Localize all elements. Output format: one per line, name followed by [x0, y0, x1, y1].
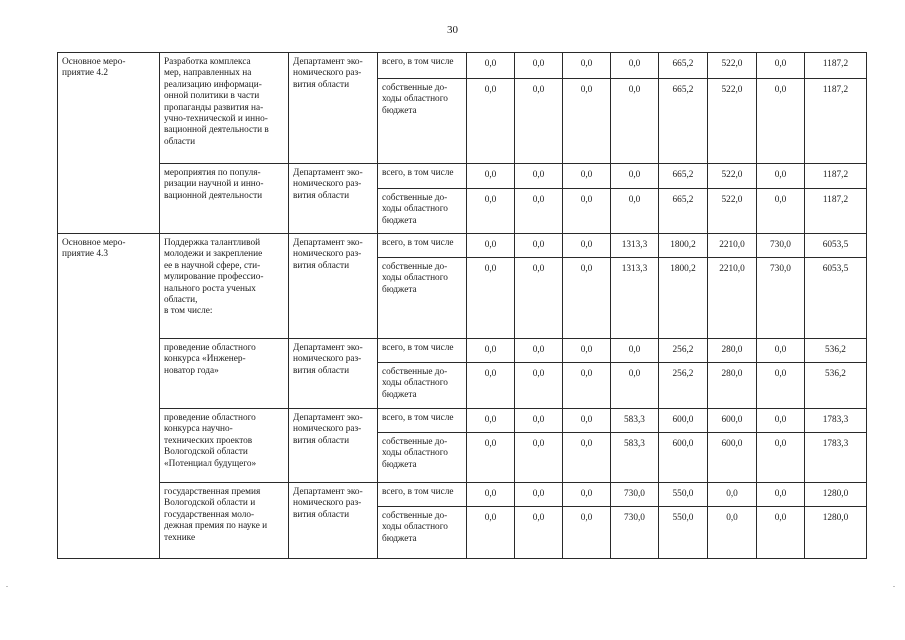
year-value-cell: 730,0	[611, 507, 659, 559]
year-value-cell: 600,0	[659, 433, 708, 483]
activity-name-cell: государственная премия Вологодской области и государственная моло- дежная премия по науке и технике	[160, 483, 289, 559]
funding-source-cell: собственные до- ходы областного бюджета	[378, 79, 467, 164]
year-value-cell: 0,0	[515, 234, 563, 258]
funding-source-cell: собственные до- ходы областного бюджета	[378, 258, 467, 339]
year-value-cell: 0,0	[757, 79, 805, 164]
total-value-cell: 1187,2	[805, 79, 867, 164]
year-value-cell: 583,3	[611, 433, 659, 483]
year-value-cell: 280,0	[708, 339, 757, 363]
year-value-cell: 583,3	[611, 409, 659, 433]
activity-name-cell: проведение областного конкурса «Инженер- новатор года»	[160, 339, 289, 409]
year-value-cell: 0,0	[757, 339, 805, 363]
year-value-cell: 522,0	[708, 79, 757, 164]
executor-cell: Департамент эко- номического раз- вития области	[289, 483, 378, 559]
year-value-cell: 0,0	[757, 363, 805, 409]
funding-source-cell: собственные до- ходы областного бюджета	[378, 189, 467, 234]
year-value-cell: 665,2	[659, 189, 708, 234]
funding-source-cell: собственные до- ходы областного бюджета	[378, 363, 467, 409]
year-value-cell: 0,0	[467, 258, 515, 339]
year-value-cell: 0,0	[563, 483, 611, 507]
total-value-cell: 6053,5	[805, 234, 867, 258]
total-value-cell: 1280,0	[805, 483, 867, 507]
year-value-cell: 2210,0	[708, 258, 757, 339]
year-value-cell: 0,0	[757, 409, 805, 433]
year-value-cell: 665,2	[659, 79, 708, 164]
year-value-cell: 0,0	[515, 339, 563, 363]
page-number: 30	[447, 24, 458, 36]
year-value-cell: 0,0	[757, 53, 805, 79]
year-value-cell: 0,0	[515, 409, 563, 433]
year-value-cell: 0,0	[611, 53, 659, 79]
table-row	[58, 483, 867, 507]
year-value-cell: 0,0	[467, 339, 515, 363]
year-value-cell: 0,0	[757, 483, 805, 507]
year-value-cell: 0,0	[467, 433, 515, 483]
year-value-cell: 0,0	[515, 53, 563, 79]
year-value-cell: 0,0	[563, 258, 611, 339]
total-value-cell: 1783,3	[805, 433, 867, 483]
year-value-cell: 0,0	[563, 363, 611, 409]
year-value-cell: 0,0	[467, 409, 515, 433]
funding-source-cell: собственные до- ходы областного бюджета	[378, 507, 467, 559]
year-value-cell: 256,2	[659, 363, 708, 409]
year-value-cell: 665,2	[659, 164, 708, 189]
year-value-cell: 665,2	[659, 53, 708, 79]
executor-cell: Департамент эко- номического раз- вития области	[289, 164, 378, 234]
year-value-cell: 280,0	[708, 363, 757, 409]
margin-mark-left: .	[6, 580, 8, 589]
total-value-cell: 1187,2	[805, 53, 867, 79]
year-value-cell: 730,0	[757, 258, 805, 339]
year-value-cell: 0,0	[611, 164, 659, 189]
year-value-cell: 0,0	[757, 164, 805, 189]
funding-source-cell: собственные до- ходы областного бюджета	[378, 433, 467, 483]
year-value-cell: 730,0	[757, 234, 805, 258]
year-value-cell: 0,0	[563, 164, 611, 189]
year-value-cell: 522,0	[708, 189, 757, 234]
year-value-cell: 0,0	[563, 507, 611, 559]
year-value-cell: 2210,0	[708, 234, 757, 258]
year-value-cell: 0,0	[467, 483, 515, 507]
year-value-cell: 0,0	[467, 79, 515, 164]
year-value-cell: 0,0	[515, 507, 563, 559]
year-value-cell: 600,0	[659, 409, 708, 433]
year-value-cell: 1313,3	[611, 234, 659, 258]
total-value-cell: 1783,3	[805, 409, 867, 433]
year-value-cell: 0,0	[757, 507, 805, 559]
funding-source-cell: всего, в том числе	[378, 339, 467, 363]
year-value-cell: 0,0	[563, 409, 611, 433]
year-value-cell: 0,0	[467, 189, 515, 234]
executor-cell: Департамент эко- номического раз- вития области	[289, 409, 378, 483]
funding-source-cell: всего, в том числе	[378, 483, 467, 507]
year-value-cell: 730,0	[611, 483, 659, 507]
executor-cell: Департамент эко- номического раз- вития области	[289, 53, 378, 164]
total-value-cell: 536,2	[805, 363, 867, 409]
executor-cell: Департамент эко- номического раз- вития области	[289, 339, 378, 409]
activity-name-cell: Разработка комплекса мер, направленных на реализацию информаци- онной политики в части пропаганды развития на- учно-технической и инно- вационной деятельности в области	[160, 53, 289, 164]
total-value-cell: 6053,5	[805, 258, 867, 339]
executor-cell: Департамент эко- номического раз- вития области	[289, 234, 378, 339]
funding-source-cell: всего, в том числе	[378, 409, 467, 433]
year-value-cell: 0,0	[563, 189, 611, 234]
year-value-cell: 0,0	[611, 79, 659, 164]
activity-name-cell: Поддержка талантливой молодежи и закрепление ее в научной сфере, сти- мулирование профессио- нального роста ученых области, в том числе:	[160, 234, 289, 339]
year-value-cell: 0,0	[611, 189, 659, 234]
year-value-cell: 0,0	[563, 433, 611, 483]
year-value-cell: 0,0	[563, 53, 611, 79]
activity-name-cell: мероприятия по популя- ризации научной и инно- вационной деятельности	[160, 164, 289, 234]
year-value-cell: 0,0	[515, 483, 563, 507]
year-value-cell: 0,0	[515, 258, 563, 339]
year-value-cell: 1800,2	[659, 234, 708, 258]
year-value-cell: 1313,3	[611, 258, 659, 339]
total-value-cell: 1187,2	[805, 189, 867, 234]
margin-mark-right: .	[893, 580, 895, 589]
year-value-cell: 0,0	[467, 507, 515, 559]
table-row	[58, 53, 867, 79]
funding-source-cell: всего, в том числе	[378, 234, 467, 258]
year-value-cell: 0,0	[467, 363, 515, 409]
table-row	[58, 164, 867, 189]
year-value-cell: 0,0	[515, 363, 563, 409]
year-value-cell: 0,0	[467, 164, 515, 189]
year-value-cell: 0,0	[563, 234, 611, 258]
year-value-cell: 0,0	[611, 363, 659, 409]
year-value-cell: 0,0	[757, 189, 805, 234]
main-event-cell: Основное меро- приятие 4.3	[58, 234, 160, 559]
year-value-cell: 0,0	[467, 53, 515, 79]
year-value-cell: 0,0	[563, 79, 611, 164]
year-value-cell: 0,0	[708, 483, 757, 507]
year-value-cell: 0,0	[515, 189, 563, 234]
year-value-cell: 0,0	[563, 339, 611, 363]
year-value-cell: 0,0	[708, 507, 757, 559]
year-value-cell: 0,0	[757, 433, 805, 483]
total-value-cell: 536,2	[805, 339, 867, 363]
year-value-cell: 522,0	[708, 53, 757, 79]
funding-source-cell: всего, в том числе	[378, 164, 467, 189]
total-value-cell: 1280,0	[805, 507, 867, 559]
year-value-cell: 0,0	[467, 234, 515, 258]
table-row	[58, 339, 867, 363]
main-event-cell: Основное меро- приятие 4.2	[58, 53, 160, 234]
table-row	[58, 234, 867, 258]
budget-table	[57, 52, 867, 559]
year-value-cell: 0,0	[515, 79, 563, 164]
year-value-cell: 550,0	[659, 507, 708, 559]
table-row	[58, 409, 867, 433]
year-value-cell: 0,0	[611, 339, 659, 363]
year-value-cell: 0,0	[515, 433, 563, 483]
year-value-cell: 0,0	[515, 164, 563, 189]
year-value-cell: 256,2	[659, 339, 708, 363]
year-value-cell: 522,0	[708, 164, 757, 189]
year-value-cell: 1800,2	[659, 258, 708, 339]
funding-source-cell: всего, в том числе	[378, 53, 467, 79]
activity-name-cell: проведение областного конкурса научно- технических проектов Вологодской области «Потенциал будущего»	[160, 409, 289, 483]
year-value-cell: 600,0	[708, 409, 757, 433]
year-value-cell: 550,0	[659, 483, 708, 507]
year-value-cell: 600,0	[708, 433, 757, 483]
total-value-cell: 1187,2	[805, 164, 867, 189]
